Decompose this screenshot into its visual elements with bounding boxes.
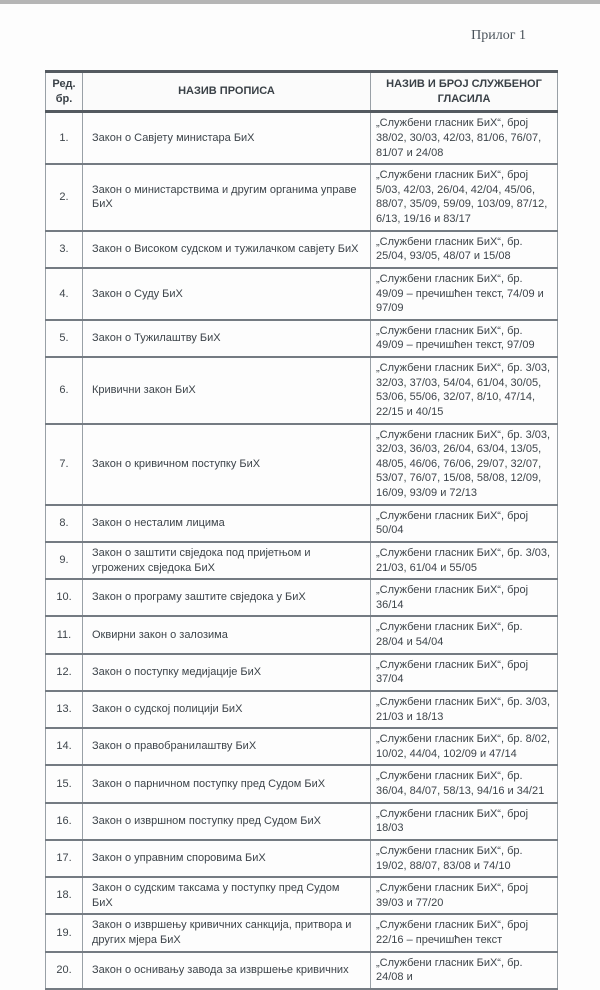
- table-row: [46, 616, 558, 653]
- regulation-name-cell: Закон о судским таксама у поступку пред Судом БиХ: [83, 877, 371, 914]
- regulation-name-cell: Закон о извршном поступку пред Судом БиХ: [83, 803, 371, 840]
- regulation-name-cell: Закон о министарствима и другим органима управе БиХ: [83, 164, 371, 231]
- gazette-cell: „Службени гласник БиХ“, бр. 25/04, 93/05, 48/07 и 15/08: [371, 231, 558, 268]
- gazette-cell: „Службени гласник БиХ“, бр. 28/04 и 54/04: [371, 616, 558, 653]
- table-row: [46, 112, 558, 164]
- regulation-name-cell: Закон о несталим лицима: [83, 505, 371, 542]
- gazette-cell: „Службени гласник БиХ“, бр. 8/02, 10/02, 44/04, 102/09 и 47/14: [371, 728, 558, 765]
- table-row: [46, 320, 558, 357]
- gazette-cell: „Службени гласник БиХ“, број 5/03, 42/03, 26/04, 42/04, 45/06, 88/07, 35/09, 59/09, 103/09, 87/12, 6/13, 19/16 и 83/17: [371, 164, 558, 231]
- regulation-name-cell: Закон о Суду БиХ: [83, 268, 371, 320]
- row-number-cell: 9.: [46, 542, 83, 579]
- regulation-name-cell: Закон о програму заштите свједока у БиХ: [83, 579, 371, 616]
- row-number-cell: 13.: [46, 691, 83, 728]
- gazette-cell: „Службени гласник БиХ“, бр. 49/09 – пречишћен текст, 97/09: [371, 320, 558, 357]
- table-row: [46, 231, 558, 268]
- gazette-cell: „Службени гласник БиХ“, број 36/14: [371, 579, 558, 616]
- table-row: [46, 803, 558, 840]
- regulation-name-cell: Закон о правобранилаштву БиХ: [83, 728, 371, 765]
- row-number-cell: 18.: [46, 877, 83, 914]
- gazette-cell: „Службени гласник БиХ“, бр. 3/03, 32/03, 36/03, 26/04, 63/04, 13/05, 48/05, 46/06, 76/06, 29/07, 32/07, 53/07, 76/07, 15/08, 58/08, 12/09, 16/09, 93/09 и 72/13: [371, 424, 558, 505]
- table-row: [46, 164, 558, 231]
- regulation-name-cell: Закон о Високом судском и тужилачком савјету БиХ: [83, 231, 371, 268]
- regulations-table: [45, 70, 558, 990]
- regulation-name-cell: Закон о заштити свједока под пријетњом и угрожених свједока БиХ: [83, 542, 371, 579]
- regulation-name-cell: Закон о Савјету министара БиХ: [83, 112, 371, 164]
- regulation-name-cell: Закон о судској полицији БиХ: [83, 691, 371, 728]
- table-row: [46, 840, 558, 877]
- header-row-number: Ред. бр.: [46, 72, 83, 112]
- row-number-cell: 19.: [46, 914, 83, 951]
- scanner-edge-strip: [0, 0, 600, 4]
- header-regulation-name: НАЗИВ ПРОПИСА: [83, 72, 371, 112]
- row-number-cell: 7.: [46, 424, 83, 505]
- regulation-name-cell: Закон о парничном поступку пред Судом БиХ: [83, 765, 371, 802]
- table-row: [46, 765, 558, 802]
- regulation-name-cell: Закон о оснивању завода за извршење кривичних: [83, 952, 371, 989]
- table-row: [46, 691, 558, 728]
- table-row: [46, 268, 558, 320]
- regulation-name-cell: Закон о Тужилаштву БиХ: [83, 320, 371, 357]
- regulation-name-cell: Закон о кривичном поступку БиХ: [83, 424, 371, 505]
- gazette-cell: „Службени гласник БиХ“, бр. 19/02, 88/07, 83/08 и 74/10: [371, 840, 558, 877]
- row-number-cell: 16.: [46, 803, 83, 840]
- row-number-cell: 5.: [46, 320, 83, 357]
- row-number-cell: 12.: [46, 654, 83, 691]
- regulation-name-cell: Кривични закон БиХ: [83, 357, 371, 424]
- gazette-cell: „Службени гласник БиХ“, број 38/02, 30/03, 42/03, 81/06, 76/07, 81/07 и 24/08: [371, 112, 558, 164]
- row-number-cell: 11.: [46, 616, 83, 653]
- table-row: [46, 579, 558, 616]
- table-row: [46, 728, 558, 765]
- table-row: [46, 357, 558, 424]
- row-number-cell: 10.: [46, 579, 83, 616]
- row-number-cell: 4.: [46, 268, 83, 320]
- gazette-cell: „Службени гласник БиХ“, бр. 36/04, 84/07, 58/13, 94/16 и 34/21: [371, 765, 558, 802]
- gazette-cell: „Службени гласник БиХ“, бр. 3/03, 32/03, 37/03, 54/04, 61/04, 30/05, 53/06, 55/06, 32/07, 8/10, 47/14, 22/15 и 40/15: [371, 357, 558, 424]
- table-row: [46, 914, 558, 951]
- gazette-cell: „Службени гласник БиХ“, бр. 24/08 и: [371, 952, 558, 989]
- row-number-cell: 2.: [46, 164, 83, 231]
- table-row: [46, 654, 558, 691]
- header-gazette: НАЗИВ И БРОЈ СЛУЖБЕНОГ ГЛАСИЛА: [371, 72, 558, 112]
- gazette-cell: „Службени гласник БиХ“, број 18/03: [371, 803, 558, 840]
- row-number-cell: 3.: [46, 231, 83, 268]
- table-row: [46, 542, 558, 579]
- gazette-cell: „Службени гласник БиХ“, бр. 3/03, 21/03 и 18/13: [371, 691, 558, 728]
- row-number-cell: 20.: [46, 952, 83, 989]
- gazette-cell: „Службени гласник БиХ“, број 37/04: [371, 654, 558, 691]
- regulation-name-cell: Оквирни закон о залозима: [83, 616, 371, 653]
- row-number-cell: 1.: [46, 112, 83, 164]
- gazette-cell: „Службени гласник БиХ“, број 39/03 и 77/20: [371, 877, 558, 914]
- row-number-cell: 15.: [46, 765, 83, 802]
- gazette-cell: „Службени гласник БиХ“, број 22/16 – пречишћен текст: [371, 914, 558, 951]
- annex-label: Прилог 1: [471, 28, 526, 43]
- regulation-name-cell: Закон о управним споровима БиХ: [83, 840, 371, 877]
- table-row: [46, 424, 558, 505]
- row-number-cell: 17.: [46, 840, 83, 877]
- table-header-row: [46, 72, 558, 112]
- gazette-cell: „Службени гласник БиХ“, бр. 3/03, 21/03, 61/04 и 55/05: [371, 542, 558, 579]
- gazette-cell: „Службени гласник БиХ“, бр. 49/09 – пречишћен текст, 74/09 и 97/09: [371, 268, 558, 320]
- row-number-cell: 14.: [46, 728, 83, 765]
- regulation-name-cell: Закон о поступку медијације БиХ: [83, 654, 371, 691]
- table-row: [46, 505, 558, 542]
- gazette-cell: „Службени гласник БиХ“, број 50/04: [371, 505, 558, 542]
- table-row: [46, 952, 558, 989]
- row-number-cell: 6.: [46, 357, 83, 424]
- row-number-cell: 8.: [46, 505, 83, 542]
- regulation-name-cell: Закон о извршењу кривичних санкција, притвора и других мјера БиХ: [83, 914, 371, 951]
- table-row: [46, 877, 558, 914]
